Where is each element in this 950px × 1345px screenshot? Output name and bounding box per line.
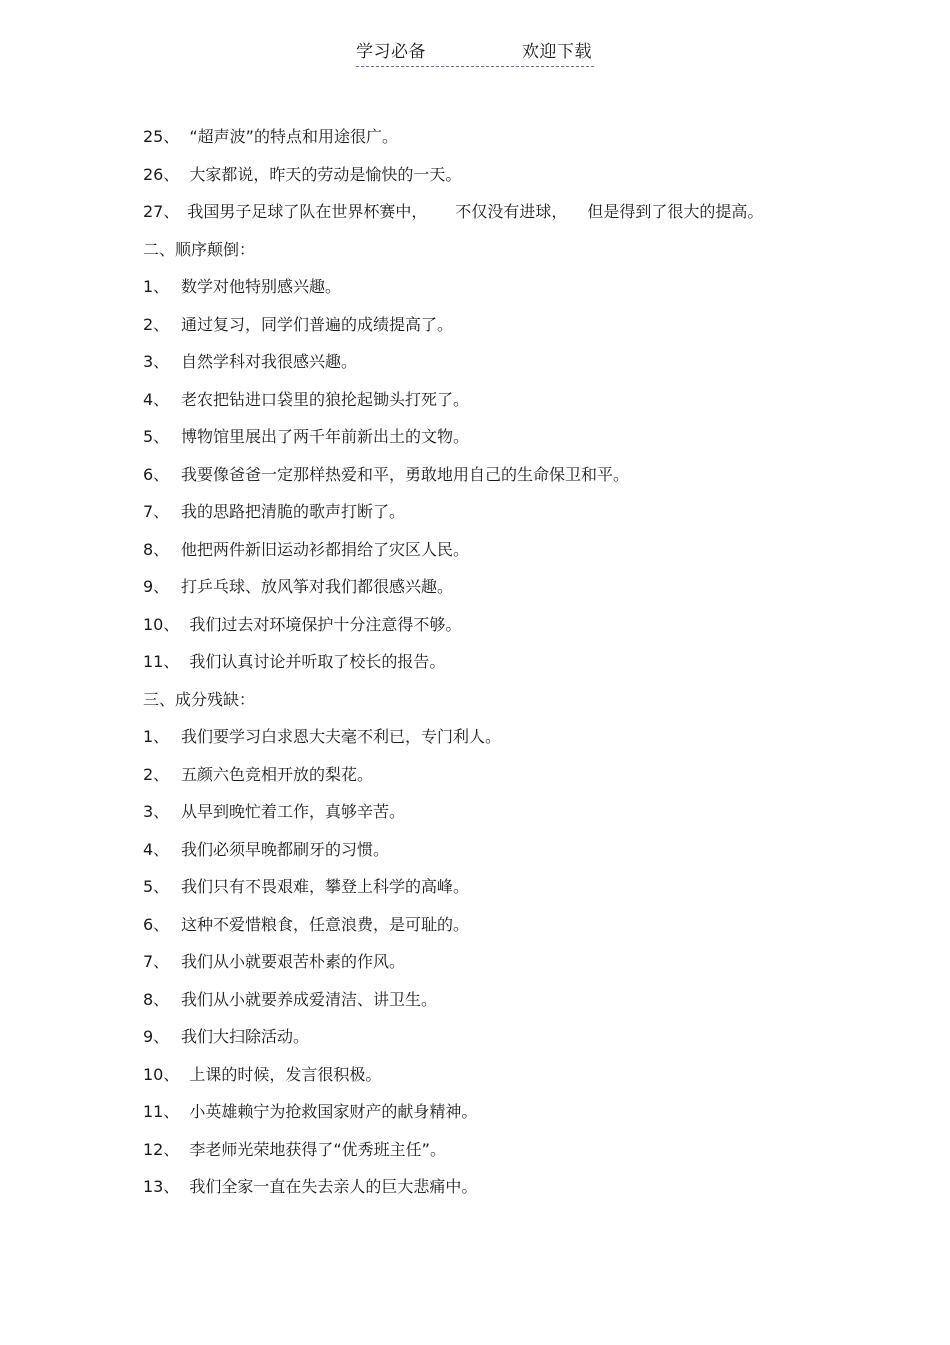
list-item: [143, 268, 923, 306]
list-item: [143, 193, 923, 231]
list-item: [143, 981, 923, 1019]
list-item: [143, 306, 923, 344]
list-item: [143, 831, 923, 869]
item-text: 他把两件新旧运动衫都捐给了灾区人民。: [181, 539, 470, 559]
item-number: 7、: [143, 952, 170, 971]
item-number: 5、: [143, 427, 170, 446]
item-number: 26、: [143, 164, 180, 184]
item-text-part-3: 但是得到了很大的提高。: [587, 202, 764, 221]
item-text-part-2: 不仅没有进球，: [455, 202, 568, 221]
item-number: 3、: [143, 352, 170, 371]
item-text: 大家都说，昨天的劳动是愉快的一天。: [189, 164, 462, 184]
item-text: 博物馆里展出了两千年前新出土的文物。: [181, 427, 470, 446]
item-text: 五颜六色竞相开放的梨花。: [181, 764, 374, 784]
list-item: [143, 156, 923, 194]
document-body: [143, 118, 923, 1206]
item-text: 我要像爸爸一定那样热爱和平，勇敢地用自己的生命保卫和平。: [181, 464, 630, 484]
item-number: 25、: [143, 127, 180, 146]
item-number: 6、: [143, 464, 170, 484]
item-text: 通过复习，同学们普遍的成绩提高了。: [181, 314, 454, 334]
item-number: 6、: [143, 914, 170, 934]
list-item: [143, 718, 923, 756]
list-item: [143, 1131, 923, 1169]
list-item: [143, 1093, 923, 1131]
item-text: 我们只有不畏艰难，攀登上科学的高峰。: [181, 877, 470, 896]
item-number: 5、: [143, 877, 170, 896]
item-text: 我的思路把清脆的歌声打断了。: [181, 502, 406, 521]
list-item: [143, 381, 923, 419]
item-number: 8、: [143, 539, 170, 559]
item-text: 李老师光荣地获得了“优秀班主任”。: [189, 1139, 446, 1159]
item-text: 我们必须早晚都刷牙的习惯。: [181, 839, 390, 859]
item-number: 8、: [143, 989, 170, 1009]
list-item: [143, 418, 923, 456]
item-text: 老农把钻进口袋里的狼抡起锄头打死了。: [181, 389, 470, 409]
item-number: 7、: [143, 502, 170, 521]
item-text: 自然学科对我很感兴趣。: [181, 352, 358, 371]
list-item: [143, 456, 923, 494]
item-text: 我们从小就要养成爱清洁、讲卫生。: [181, 989, 438, 1009]
item-text: 这种不爱惜粮食，任意浪费，是可耻的。: [181, 914, 470, 934]
item-number: 10、: [143, 614, 180, 634]
section-heading: 三、成分残缺：: [143, 689, 256, 709]
list-item: [143, 568, 923, 606]
list-item: [143, 793, 923, 831]
list-item: [143, 906, 923, 944]
list-item: [143, 606, 923, 644]
item-text: 打乒乓球、放风筝对我们都很感兴趣。: [181, 577, 454, 596]
item-number: 12、: [143, 1139, 180, 1159]
page-header: [356, 40, 594, 67]
item-text: 从早到晚忙着工作，真够辛苦。: [181, 802, 406, 821]
section-heading: 二、顺序颠倒：: [143, 239, 256, 259]
item-text: 我们认真讨论并听取了校长的报告。: [189, 652, 446, 671]
item-number: 13、: [143, 1177, 180, 1196]
item-number: 10、: [143, 1064, 180, 1084]
item-number: 9、: [143, 577, 170, 596]
item-number: 2、: [143, 764, 170, 784]
list-item: [143, 756, 923, 794]
item-number: 11、: [143, 1102, 180, 1121]
item-number: 4、: [143, 839, 170, 859]
item-text: “超声波”的特点和用途很广。: [189, 127, 398, 146]
list-item: [143, 1018, 923, 1056]
item-text: 小英雄赖宁为抢救国家财产的献身精神。: [189, 1102, 478, 1121]
item-number: 11、: [143, 652, 180, 671]
list-item: [143, 493, 923, 531]
list-item: [143, 531, 923, 569]
item-text: 我们要学习白求恩大夫毫不利已，专门利人。: [181, 727, 502, 746]
list-item: [143, 343, 923, 381]
list-item: [143, 1168, 923, 1206]
header-left-text: 学习必备: [356, 42, 426, 62]
item-text: 我国男子足球了队在世界杯赛中，: [187, 202, 428, 221]
item-number: 3、: [143, 802, 170, 821]
item-number: 2、: [143, 314, 170, 334]
item-number: 9、: [143, 1027, 170, 1046]
item-number: 1、: [143, 727, 170, 746]
item-text: 上课的时候，发言很积极。: [189, 1064, 382, 1084]
list-item: [143, 943, 923, 981]
item-text: 我们全家一直在失去亲人的巨大悲痛中。: [189, 1177, 478, 1196]
item-number: 1、: [143, 277, 170, 296]
item-number: 27、: [143, 202, 180, 221]
list-item: [143, 118, 923, 156]
list-item: [143, 643, 923, 681]
item-number: 4、: [143, 389, 170, 409]
item-text: 我们从小就要艰苦朴素的作风。: [181, 952, 406, 971]
item-text: 我们大扫除活动。: [181, 1027, 310, 1046]
list-item: [143, 868, 923, 906]
item-text: 我们过去对环境保护十分注意得不够。: [189, 614, 462, 634]
header-right-text: 欢迎下载: [522, 42, 592, 62]
item-text: 数学对他特别感兴趣。: [181, 277, 342, 296]
list-item: [143, 1056, 923, 1094]
